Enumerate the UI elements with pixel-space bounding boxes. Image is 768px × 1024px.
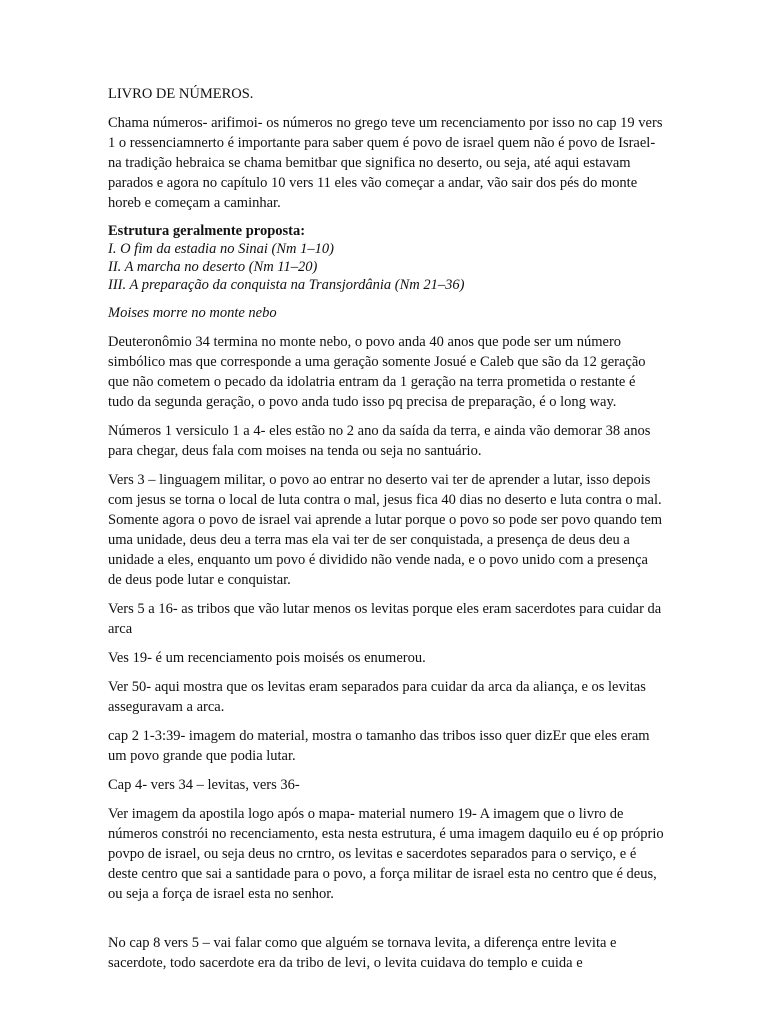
body-paragraph: Vers 5 a 16- as tribos que vão lutar menos os levitas porque eles eram sacerdotes para cuidar da arca: [108, 601, 662, 637]
body-paragraph: Vers 3 – linguagem militar, o povo ao entrar no deserto vai ter de aprender a lutar, isso depois com jesus se torna o local de luta contra o mal, jesus fica 40 dias no deserto e luta contra o mal. Somente agora o povo de israel vai aprende a lutar porque o povo so pode ser povo quando tem uma unidade, deus deu a terra mas ela vai ter de ser conquistada, a presença de deus deu a unidade a eles, enquanto um povo é dividido não vende nada, e o povo unido com a presença de deus pode lutar e conquistar.: [108, 472, 663, 588]
structure-heading: Estrutura geralmente proposta:: [108, 223, 306, 239]
body-paragraph: Ver 50- aqui mostra que os levitas eram separados para cuidar da arca da aliança, e os levitas asseguravam a arca.: [108, 679, 646, 715]
body-paragraph: No cap 8 vers 5 – vai falar como que alguém se tornava levita, a diferença entre levita e sacerdote, todo sacerdote era da tribo de levi, o levita cuidava do templo e cuida e: [108, 935, 617, 971]
italic-note: Moises morre no monte nebo: [108, 305, 277, 321]
structure-item: II. A marcha no deserto (Nm 11–20): [108, 259, 318, 275]
structure-item: I. O fim da estadia no Sinai (Nm 1–10): [108, 241, 334, 257]
paragraph-spacer: [108, 913, 664, 933]
body-paragraph: Ves 19- é um recenciamento pois moisés os enumerou.: [108, 650, 426, 666]
intro-paragraph: Chama números- arifimoi- os números no grego teve um recenciamento por isso no cap 19 vers 1 o ressenciamnerto é importante para saber quem é povo de israel quem não é povo de Israel- na tradição hebraica se chama bemitbar que significa no deserto, ou seja, até aqui estavam parados e agora no capítulo 10 vers 11 eles vão começar a andar, vão sair dos pés do monte horeb e começam a caminhar.: [108, 115, 663, 211]
body-paragraph: Cap 4- vers 34 – levitas, vers 36-: [108, 777, 300, 793]
document-title: LIVRO DE NÚMEROS.: [108, 86, 254, 102]
body-paragraph: Ver imagem da apostila logo após o mapa- material numero 19- A imagem que o livro de números constrói no recenciamento, esta nesta estrutura, é uma imagem daquilo eu é op próprio povpo de israel, ou seja deus no crntro, os levitas e sacerdotes separados para o serviço, e é deste centro que sai a santidade para o povo, a força militar de israel esta no centro que é deus, ou seja a força de israel esta no senhor.: [108, 806, 664, 902]
body-paragraph: Deuteronômio 34 termina no monte nebo, o povo anda 40 anos que pode ser um número simbólico mas que corresponde a uma geração somente Josué e Caleb que são da 12 geração que não cometem o pecado da idolatria entram da 1 geração na terra prometida o restante é tudo da segunda geração, o povo anda tudo isso pq precisa de preparação, é o long way.: [108, 334, 646, 410]
structure-item: III. A preparação da conquista na Transjordânia (Nm 21–36): [108, 277, 465, 293]
document-body: [108, 84, 664, 982]
structure-section: [108, 222, 664, 294]
body-paragraph: Números 1 versiculo 1 a 4- eles estão no 2 ano da saída da terra, e ainda vão demorar 38 anos para chegar, deus fala com moises na tenda ou seja no santuário.: [108, 423, 651, 459]
body-paragraph: cap 2 1-3:39- imagem do material, mostra o tamanho das tribos isso quer dizEr que eles eram um povo grande que podia lutar.: [108, 728, 650, 764]
